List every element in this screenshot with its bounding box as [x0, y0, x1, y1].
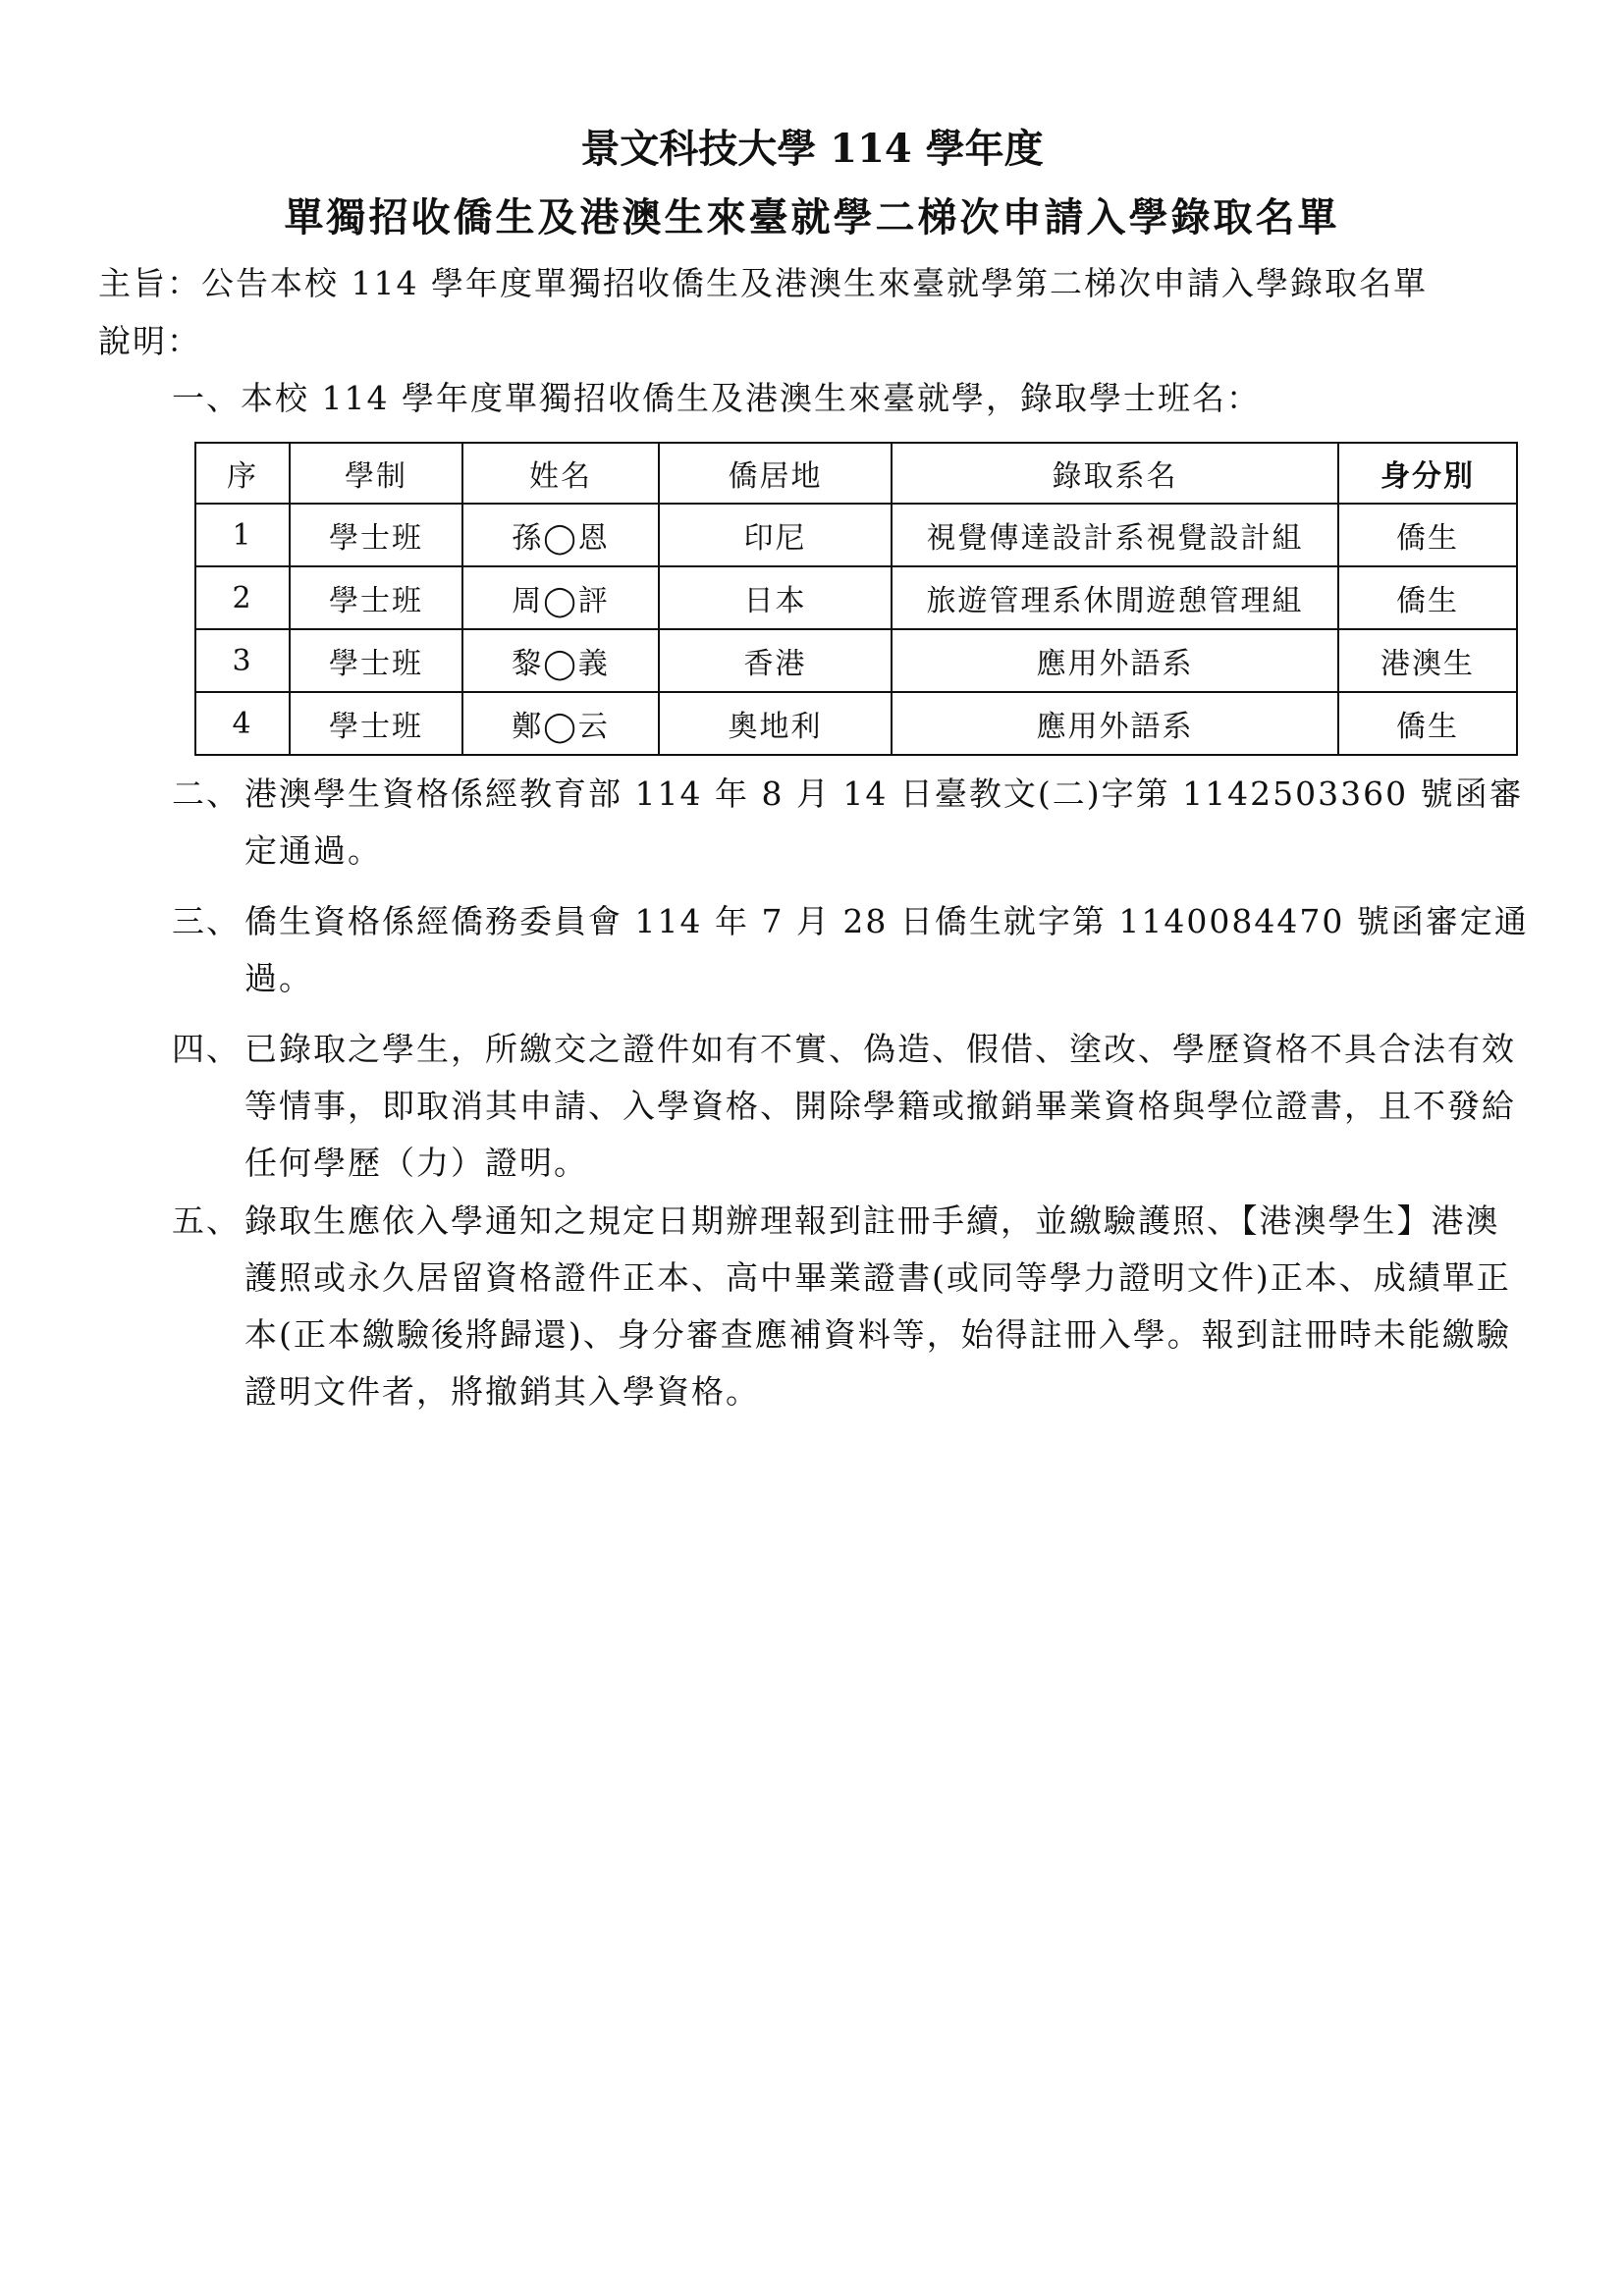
cell-seq: 4: [195, 692, 290, 755]
table-row: [195, 566, 1517, 629]
item-five-number: 五、: [172, 1201, 241, 1240]
item-five-text: 錄取生應依入學通知之規定日期辦理報到註冊手續，並繳驗護照、【港澳學生】港澳護照或永久居留資格證件正本、高中畢業證書(或同等學力證明文件)正本、成績單正本(正本繳驗後將歸還)、身分審查應補資料等，始得註冊入學。報到註冊時未能繳驗證明文件者，將撤銷其入學資格。: [244, 1201, 1511, 1411]
explain-label: 說明：: [98, 322, 201, 360]
table-row: [195, 504, 1517, 566]
header-department: 錄取系名: [892, 443, 1338, 504]
item-two: [172, 766, 1532, 880]
item-one: 一、本校 114 學年度單獨招收僑生及港澳生來臺就學，錄取學士班名：: [172, 379, 1261, 417]
item-two-text: 港澳學生資格係經教育部 114 年 8 月 14 日臺教文(二)字第 1142503360 號函審定通過。: [244, 774, 1524, 870]
header-residence: 僑居地: [659, 443, 892, 504]
document-subtitle: 單獨招收僑生及港澳生來臺就學二梯次申請入學錄取名單: [284, 194, 1340, 240]
cell-name: 孫◯恩: [462, 504, 659, 566]
cell-program: 學士班: [290, 504, 462, 566]
cell-residence: 印尼: [659, 504, 892, 566]
cell-status: 僑生: [1338, 504, 1517, 566]
item-four-number: 四、: [172, 1030, 241, 1068]
cell-department: 應用外語系: [892, 629, 1338, 692]
header-program: 學制: [290, 443, 462, 504]
cell-status: 僑生: [1338, 692, 1517, 755]
cell-status: 僑生: [1338, 566, 1517, 629]
cell-seq: 1: [195, 504, 290, 566]
item-four: [172, 1021, 1532, 1192]
item-three-text: 僑生資格係經僑務委員會 114 年 7 月 28 日僑生就字第 1140084470 號函審定通過。: [244, 902, 1529, 997]
item-five: [172, 1193, 1532, 1420]
cell-program: 學士班: [290, 566, 462, 629]
cell-program: 學士班: [290, 629, 462, 692]
cell-department: 旅遊管理系休閒遊憩管理組: [892, 566, 1338, 629]
cell-seq: 2: [195, 566, 290, 629]
cell-name: 鄭◯云: [462, 692, 659, 755]
header-status: 身分別: [1338, 443, 1517, 504]
item-three: [172, 893, 1532, 1007]
cell-program: 學士班: [290, 692, 462, 755]
header-name: 姓名: [462, 443, 659, 504]
item-four-text: 已錄取之學生，所繳交之證件如有不實、偽造、假借、塗改、學歷資格不具合法有效等情事，即取消其申請、入學資格、開除學籍或撤銷畢業資格與學位證書，且不發給任何學歷（力）證明。: [244, 1030, 1516, 1182]
table-header-row: [195, 443, 1517, 504]
subject-line: 主旨：公告本校 114 學年度單獨招收僑生及港澳生來臺就學第二梯次申請入學錄取名單: [98, 264, 1428, 302]
document-title: 景文科技大學 114 學年度: [580, 126, 1044, 172]
cell-department: 視覺傳達設計系視覺設計組: [892, 504, 1338, 566]
item-three-number: 三、: [172, 902, 241, 940]
item-two-number: 二、: [172, 774, 241, 813]
table-row: [195, 629, 1517, 692]
cell-status: 港澳生: [1338, 629, 1517, 692]
cell-seq: 3: [195, 629, 290, 692]
cell-name: 黎◯義: [462, 629, 659, 692]
header-seq: 序: [195, 443, 290, 504]
table-row: [195, 692, 1517, 755]
cell-name: 周◯評: [462, 566, 659, 629]
admission-table: [194, 442, 1518, 756]
cell-residence: 奧地利: [659, 692, 892, 755]
cell-department: 應用外語系: [892, 692, 1338, 755]
cell-residence: 香港: [659, 629, 892, 692]
cell-residence: 日本: [659, 566, 892, 629]
